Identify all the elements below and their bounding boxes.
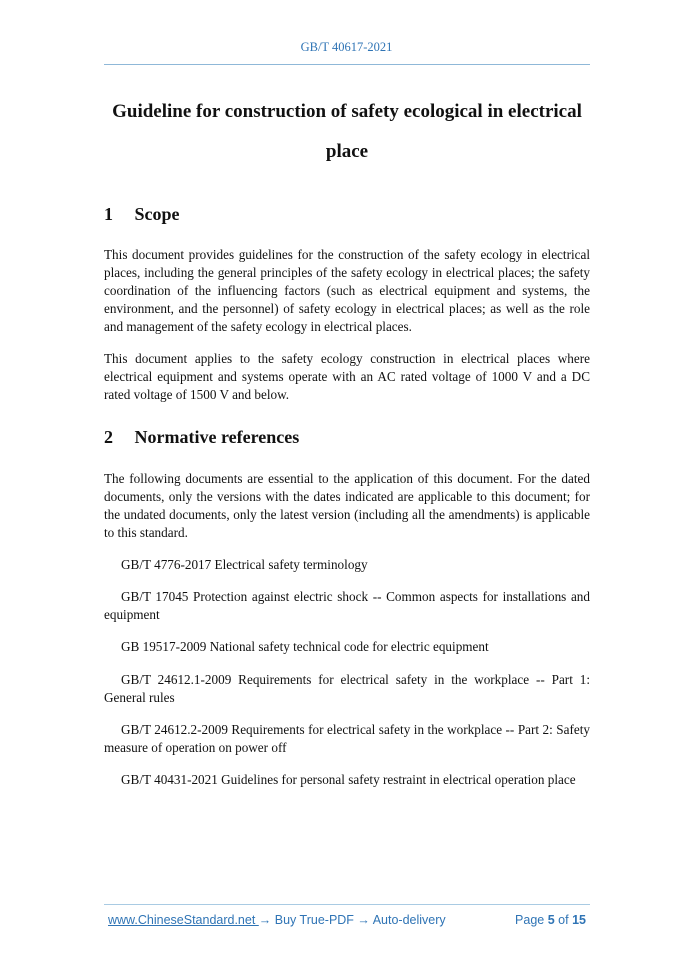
reference-item: GB/T 24612.2-2009 Requirements for electrical safety in the workplace -- Part 2: Safety measure of operation on power off xyxy=(104,722,590,755)
auto-delivery-text: Auto-delivery xyxy=(369,913,446,927)
page-footer xyxy=(108,913,586,927)
section-1-heading xyxy=(104,204,180,225)
page-current: 5 xyxy=(547,913,555,927)
section-title: Normative references xyxy=(134,427,300,447)
footer-promo xyxy=(108,913,446,927)
scope-paragraph-2: This document applies to the safety ecology construction in electrical places where electrical equipment and systems operate with an AC rated voltage of 1000 V and a DC rated voltage of 1500 V and below. xyxy=(104,351,590,402)
running-header: GB/T 40617-2021 xyxy=(300,40,393,54)
reference-item: GB/T 17045 Protection against electric shock -- Common aspects for installations and equipment xyxy=(104,589,590,622)
scope-paragraph-1: This document provides guidelines for the construction of the safety ecology in electrical places, including the general principles of the safety ecology in electrical places; the safety coordination of the influencing factors (such as electrical equipment and systems, the environment, and the personnel) of safety ecology in electrical places; as well as the role and management of the safety ecology in electrical places. xyxy=(104,247,590,334)
buy-true-pdf-text: Buy True-PDF xyxy=(271,913,358,927)
section-title: Scope xyxy=(134,204,180,224)
header-divider xyxy=(104,64,590,65)
reference-item: GB 19517-2009 National safety technical code for electric equipment xyxy=(121,639,489,654)
reference-item: GB/T 4776-2017 Electrical safety terminology xyxy=(121,557,368,572)
reference-item: GB/T 40431-2021 Guidelines for personal safety restraint in electrical operation place xyxy=(121,772,576,787)
chinesestandard-link[interactable]: www.ChineseStandard.net xyxy=(108,913,259,927)
page-of: of xyxy=(558,913,569,927)
page-total: 15 xyxy=(572,913,586,927)
section-number: 1 xyxy=(104,204,113,224)
reference-item: GB/T 24612.1-2009 Requirements for electrical safety in the workplace -- Part 1: General rules xyxy=(104,672,590,705)
page-label: Page xyxy=(515,913,545,927)
section-2-heading xyxy=(104,427,299,448)
arrow-right-icon: → xyxy=(357,913,370,927)
section-number: 2 xyxy=(104,427,113,447)
page-indicator xyxy=(515,913,586,927)
footer-divider xyxy=(104,904,590,905)
document-title: Guideline for construction of safety ecological in electrical place xyxy=(112,101,582,162)
arrow-right-icon: → xyxy=(258,913,272,927)
normative-intro: The following documents are essential to the application of this document. For the dated documents, only the versions with the dates indicated are applicable to this document; for the undated documents, only the latest version (including all the amendments) is applicable to this standard. xyxy=(104,471,590,540)
